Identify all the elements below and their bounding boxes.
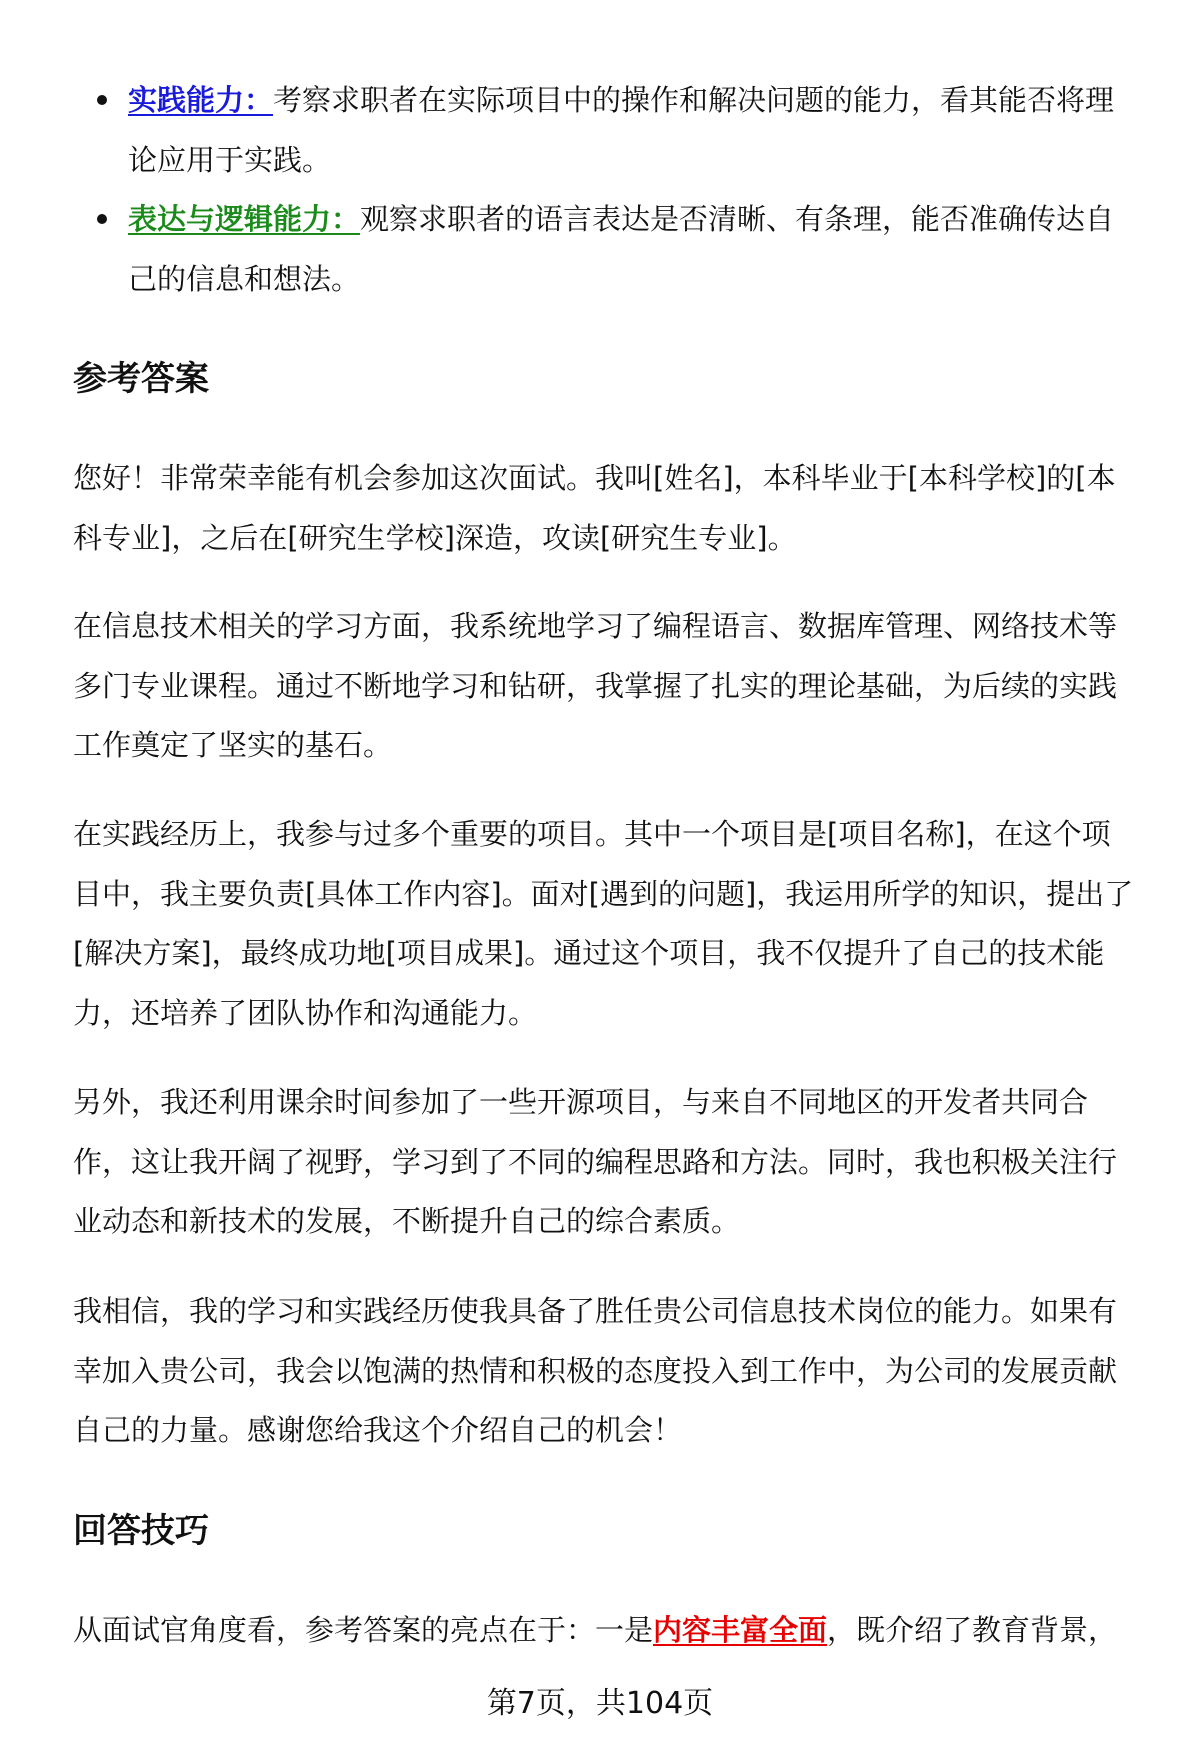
paragraph-line: 在实践经历上，我参与过多个重要的项目。其中一个项目是[项目名称]，在这个项 xyxy=(73,817,1111,851)
page-number: 第7页，共104页 xyxy=(486,1686,714,1721)
bullet-icon xyxy=(97,214,107,224)
paragraph-line: 科专业]，之后在[研究生学校]深造，攻读[研究生专业]。 xyxy=(73,520,797,555)
paragraph-line: 您好！非常荣幸能有机会参加这次面试。我叫[姓名]，本科毕业于[本科学校]的[本 xyxy=(73,461,1116,495)
bullet-label: 实践能力： xyxy=(128,83,274,117)
bullet-label: 表达与逻辑能力： xyxy=(128,202,361,236)
bullet-line: 己的信息和想法。 xyxy=(128,262,361,296)
section-heading: 参考答案 xyxy=(73,359,209,399)
bullet-text: 观察求职者的语言表达是否清晰、有条理，能否准确传达自 xyxy=(360,202,1115,236)
paragraph-line: 多门专业课程。通过不断地学习和钻研，我掌握了扎实的理论基础，为后续的实践 xyxy=(73,668,1118,703)
text: ，既介绍了教育背景， xyxy=(827,1613,1118,1647)
paragraph-line: 力，还培养了团队协作和沟通能力。 xyxy=(73,995,538,1030)
text: 从面试官角度看，参考答案的亮点在于：一是 xyxy=(73,1613,654,1647)
paragraph-line: 幸加入贵公司，我会以饱满的热情和积极的态度投入到工作中，为公司的发展贡献 xyxy=(73,1353,1118,1388)
paragraph-line: [解决方案]，最终成功地[项目成果]。通过这个项目，我不仅提升了自己的技术能 xyxy=(73,936,1105,970)
paragraph-line: 作，这让我开阔了视野，学习到了不同的编程思路和方法。同时，我也积极关注行 xyxy=(73,1144,1118,1179)
bullet-text: 考察求职者在实际项目中的操作和解决问题的能力，看其能否将理 xyxy=(273,83,1115,117)
paragraph-line: 在信息技术相关的学习方面，我系统地学习了编程语言、数据库管理、网络技术等 xyxy=(73,609,1118,643)
bullet-icon xyxy=(97,95,107,105)
bullet-line xyxy=(128,82,1114,118)
paragraph-line: 工作奠定了坚实的基石。 xyxy=(73,728,393,762)
tips-paragraph xyxy=(73,1612,1117,1648)
section-heading: 回答技巧 xyxy=(73,1511,209,1551)
bullet-line xyxy=(128,201,1114,237)
paragraph-line: 我相信，我的学习和实践经历使我具备了胜任贵公司信息技术岗位的能力。如果有 xyxy=(73,1294,1118,1328)
bullet-line: 论应用于实践。 xyxy=(128,143,332,177)
paragraph-line: 另外，我还利用课余时间参加了一些开源项目，与来自不同地区的开发者共同合 xyxy=(73,1085,1089,1119)
paragraph-line: 目中，我主要负责[具体工作内容]。面对[遇到的问题]，我运用所学的知识，提出了 xyxy=(73,876,1134,911)
highlight-text: 内容丰富全面 xyxy=(653,1613,828,1647)
paragraph-line: 自己的力量。感谢您给我这个介绍自己的机会！ xyxy=(73,1413,683,1447)
paragraph-line: 业动态和新技术的发展，不断提升自己的综合素质。 xyxy=(73,1204,741,1238)
